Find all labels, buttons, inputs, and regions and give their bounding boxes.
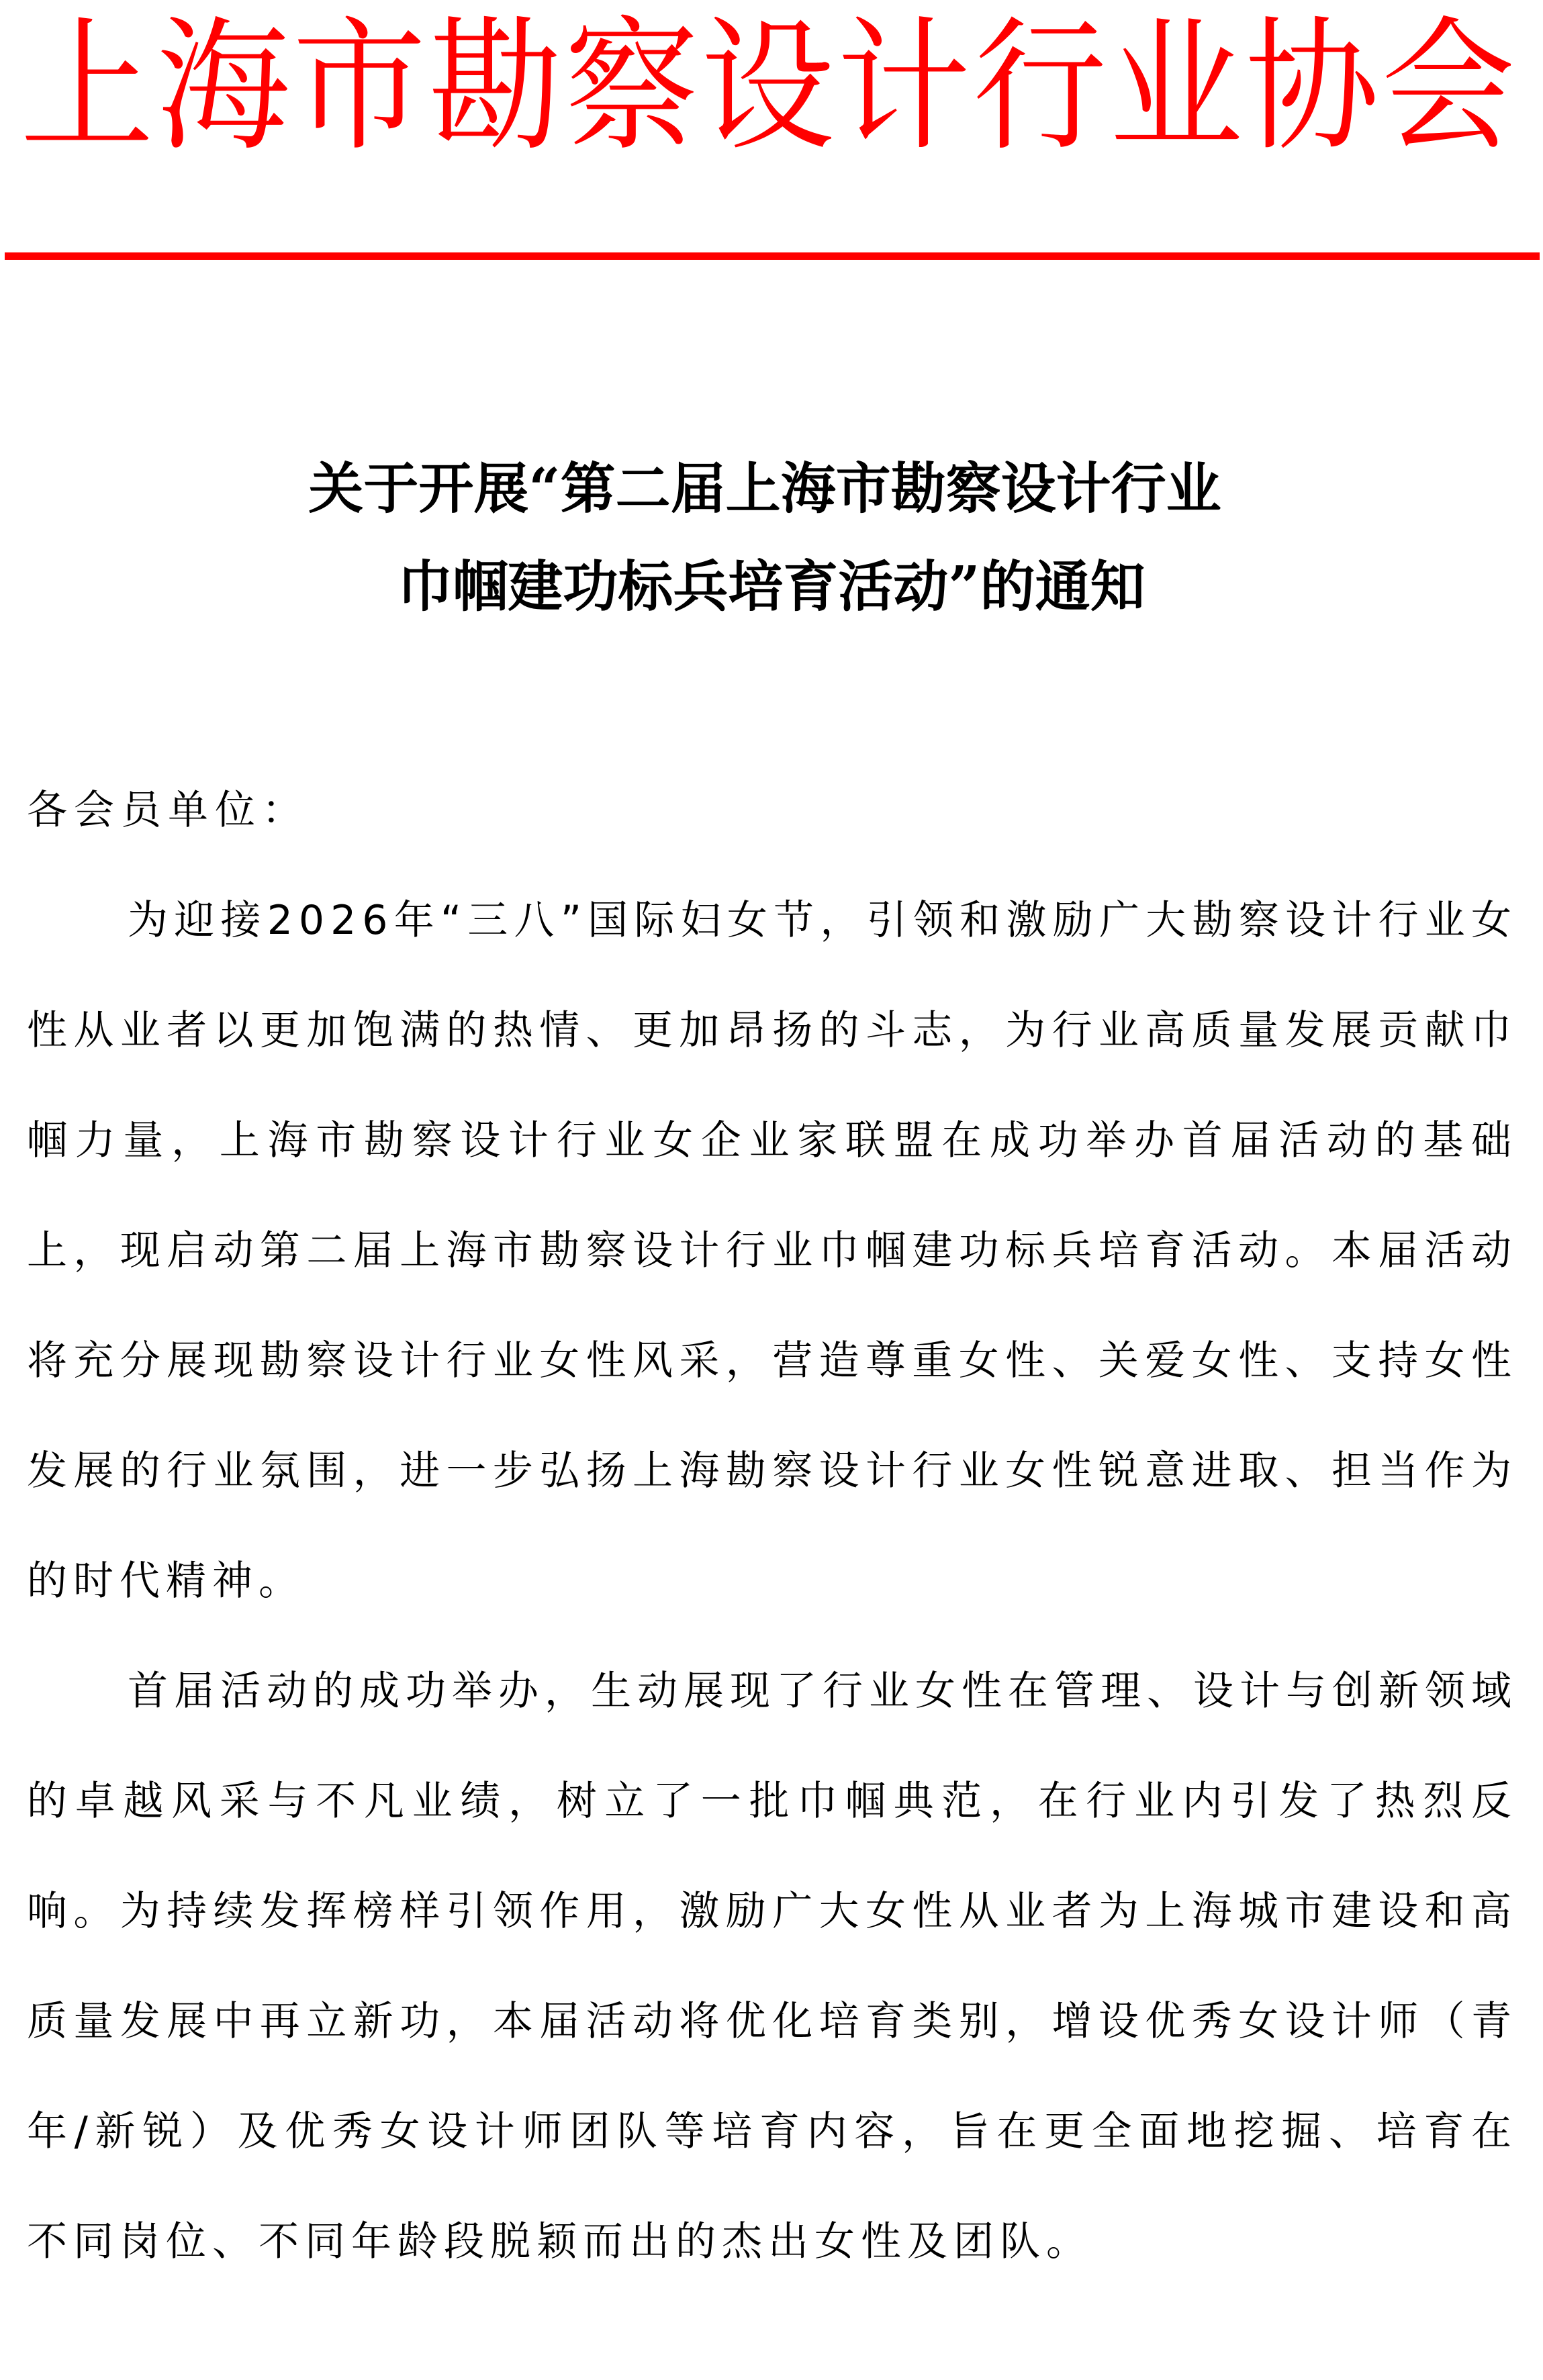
body-paragraph-1: 为迎接2026年“三八”国际妇女节，引领和激励广大勘察设计行业女性从业者以更加饱满的热情、更加昂扬的斗志，为行业高质量发展贡献巾帼力量，上海市勘察设计行业女企业家联盟在成功举办首届活动的基础上，现启动第二届上海市勘察设计行业巾帼建功标兵培育活动。本届活动将充分展现勘察设计行业女性风采，营造尊重女性、关爱女性、支持女性发展的行业氛围，进一步弘扬上海勘察设计行业女性锐意进取、担当作为的时代精神。 bbox=[27, 897, 1517, 1605]
document-title-line-2: 巾帼建功标兵培育活动”的通知 bbox=[398, 554, 1145, 619]
body-paragraph-2: 首届活动的成功举办，生动展现了行业女性在管理、设计与创新领域的卓越风采与不凡业绩，树立了一批巾帼典范，在行业内引发了热烈反响。为持续发挥榜样引领作用，激励广大女性从业者为上海城市建设和高质量发展中再立新功，本届活动将优化培育类别，增设优秀女设计师（青年/新锐）及优秀女设计师团队等培育内容，旨在更全面地挖掘、培育在不同岗位、不同年龄段脱颖而出的杰出女性及团队。 bbox=[27, 1668, 1517, 2265]
salutation: 各会员单位： bbox=[27, 787, 309, 834]
document-title bbox=[0, 440, 1543, 636]
letterhead bbox=[0, 0, 1543, 255]
red-divider-rule bbox=[5, 252, 1540, 260]
document-title-line-1: 关于开展“第二届上海市勘察设计行业 bbox=[308, 456, 1221, 521]
organization-name: 上海市勘察设计行业协会 bbox=[20, 3, 1518, 171]
document-body bbox=[27, 755, 1517, 2297]
